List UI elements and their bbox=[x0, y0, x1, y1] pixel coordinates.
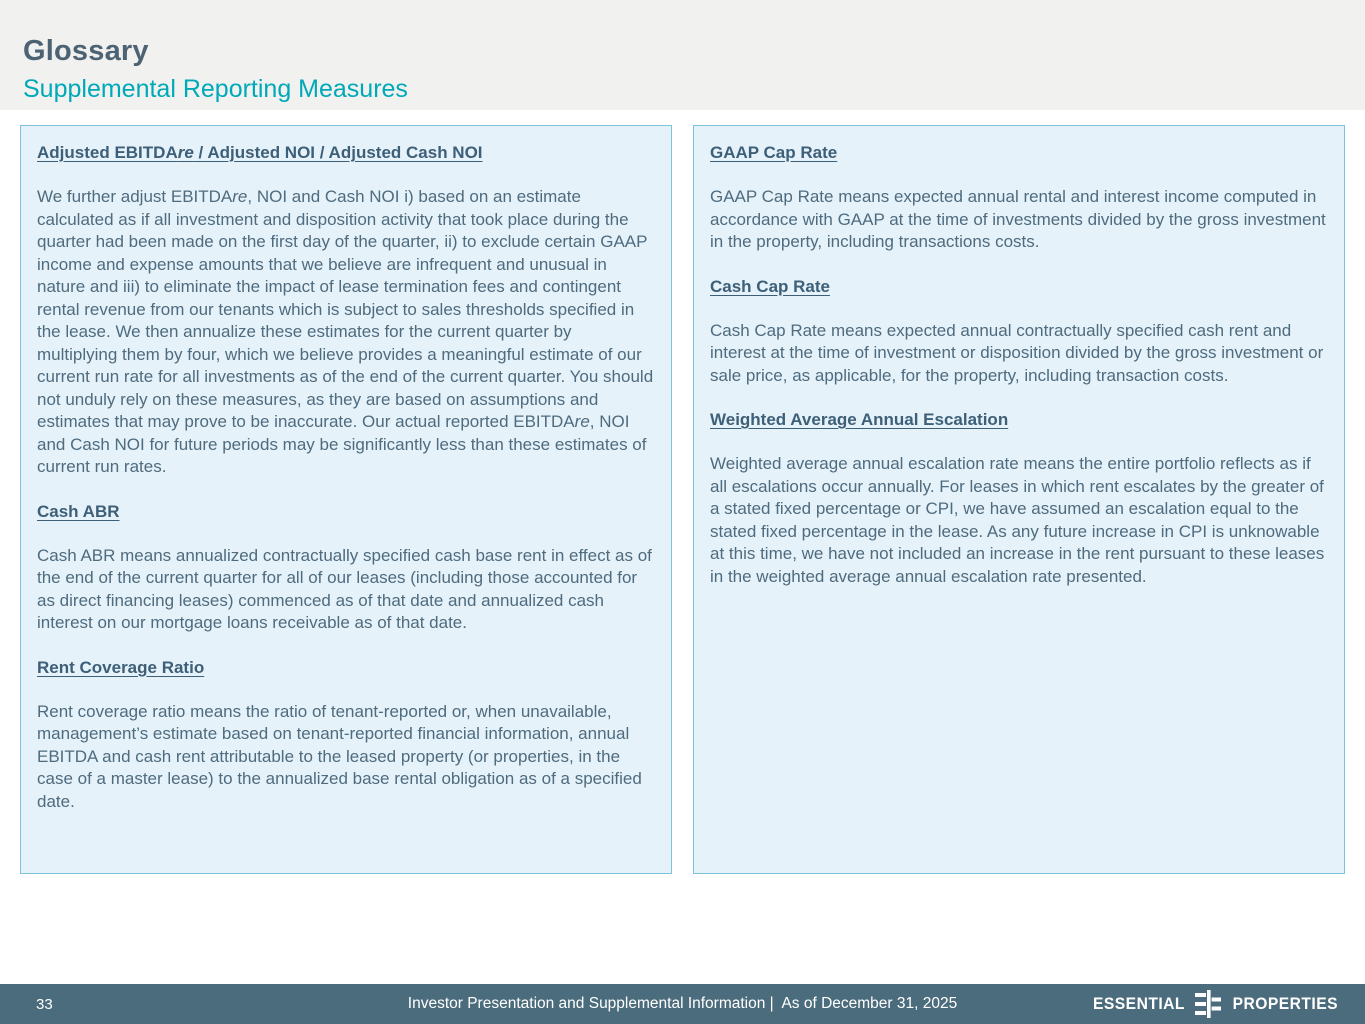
logo-word-essential: ESSENTIAL bbox=[1092, 994, 1185, 1013]
term-definition-cash-cap-rate: Cash Cap Rate means expected annual contractually specified cash rent and interest at the time of investment or disposition divided by the gross investment or sale price, as applicable, for the property, including transaction costs. bbox=[710, 320, 1324, 385]
definition-text: , NOI and Cash NOI for future periods may be significantly less than these estimates of current run rates. bbox=[37, 412, 647, 476]
term-definition-adjusted-ebitdare bbox=[37, 186, 655, 479]
term-heading-weighted-average-annual-escalation: Weighted Average Annual Escalation bbox=[710, 410, 1009, 429]
heading-text: Adjusted EBITDA bbox=[37, 143, 178, 162]
glossary-box-left bbox=[20, 125, 672, 874]
definition-text: We further adjust EBITDA bbox=[37, 187, 233, 206]
term-heading-cash-abr: Cash ABR bbox=[37, 501, 120, 521]
term-definition-weighted-average-annual-escalation: Weighted average annual escalation rate means the entire portfolio reflects as if all escalations occur annually. For leases in which rent escalates by the greater of a stated fixed percentage or CPI, we have assumed an escalation equal to the stated fixed percentage in the lease. As any future increase in CPI is unknowable at this time, we have not included an increase in the rent pursuant to these leases in the weighted average annual escalation rate presented. bbox=[710, 454, 1325, 586]
essential-properties-logo-icon bbox=[1195, 990, 1221, 1018]
essential-properties-logo bbox=[1089, 990, 1344, 1018]
definition-text-italic: re bbox=[574, 412, 590, 431]
term-definition-gaap-cap-rate: GAAP Cap Rate means expected annual rental and interest income computed in accordance with GAAP at the time of investments divided by the gross investment in the property, including transactions costs. bbox=[710, 187, 1326, 251]
heading-text: / Adjusted NOI / Adjusted Cash NOI bbox=[193, 143, 483, 162]
logo-word-properties: PROPERTIES bbox=[1232, 994, 1339, 1013]
header-band bbox=[0, 0, 1365, 110]
glossary-columns bbox=[20, 125, 1345, 874]
term-heading-adjusted-ebitdare bbox=[37, 142, 655, 164]
definition-text: , NOI and Cash NOI i) based on an estimate calculated as if all investment and disposition activity that took place during the quarter had been made on the first day of the quarter, ii) to exclude certain GAAP income and expense amounts that we believe are infrequent and unusual in nature and iii) to eliminate the impact of lease termination fees and contingent rental revenue from our tenants which is subject to sales thresholds specified in the lease. We then annualize these estimates for the current quarter by multiplying them by four, which we believe provides a meaningful estimate of our current run rate for all investments as of the end of the current quarter. You should not unduly rely on these measures, as they are based on assumptions and estimates that may prove to be inaccurate. Our actual reported EBITDA bbox=[37, 187, 654, 431]
term-definition-cash-abr: Cash ABR means annualized contractually specified cash base rent in effect as of the end of the current quarter for all of our leases (including those accounted for as direct financing leases) commenced as of that date and annualized cash interest on our mortgage loans receivable as of that date. bbox=[37, 545, 652, 632]
page-subtitle: Supplemental Reporting Measures bbox=[23, 74, 408, 103]
footer-center-text: Investor Presentation and Supplemental Information | As of December 31, 2025 bbox=[407, 995, 958, 1012]
footer-bar bbox=[0, 984, 1365, 1024]
term-definition-rent-coverage-ratio: Rent coverage ratio means the ratio of tenant-reported or, when unavailable, management’s estimate based on tenant-reported financial information, annual EBITDA and cash rent attributable to the leased property (or properties, in the case of a master lease) to the annualized base rental obligation as of a specified date. bbox=[37, 701, 642, 811]
definition-text-italic: re bbox=[232, 187, 248, 206]
glossary-box-right bbox=[693, 125, 1345, 874]
page-number: 33 bbox=[36, 995, 53, 1013]
term-heading-gaap-cap-rate: GAAP Cap Rate bbox=[710, 143, 838, 162]
term-heading-rent-coverage-ratio: Rent Coverage Ratio bbox=[37, 657, 205, 677]
term-heading-cash-cap-rate: Cash Cap Rate bbox=[710, 276, 830, 296]
page-title: Glossary bbox=[23, 35, 149, 67]
heading-text-italic: re bbox=[177, 143, 194, 162]
